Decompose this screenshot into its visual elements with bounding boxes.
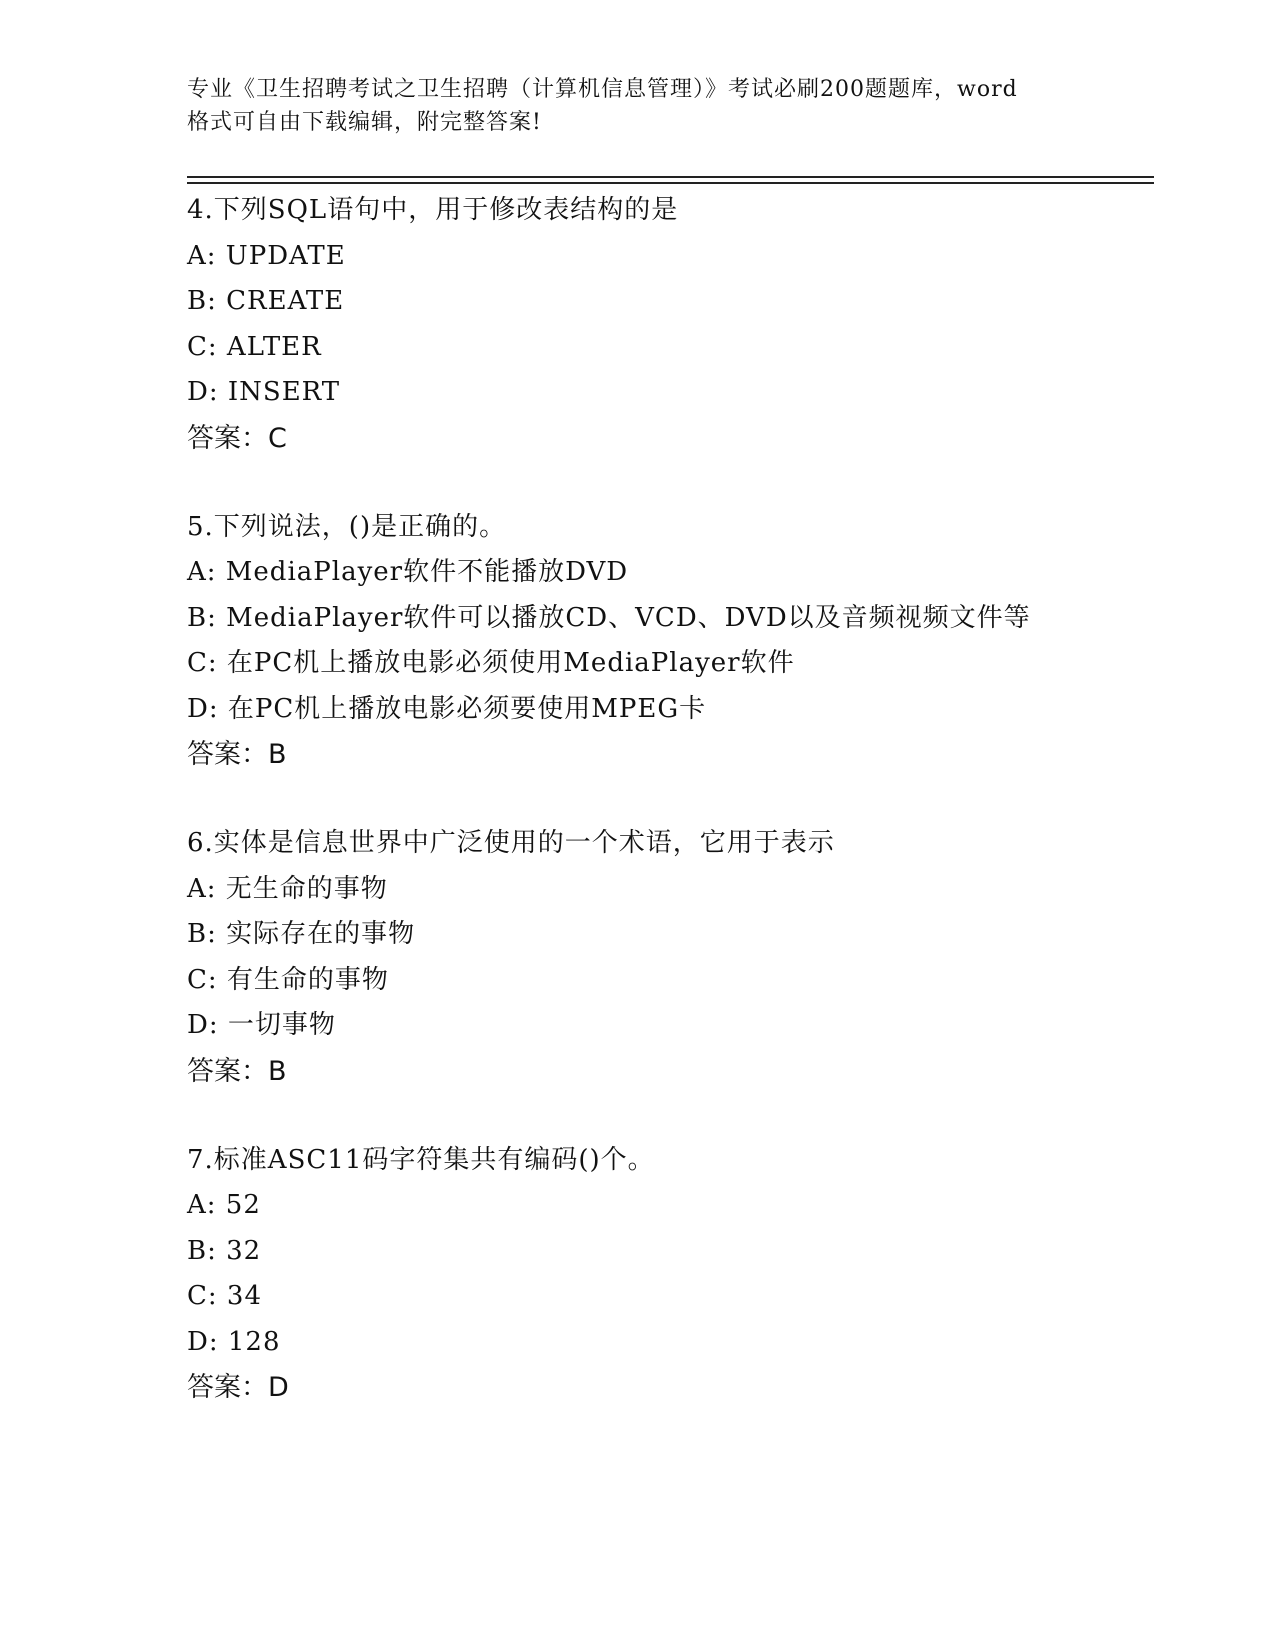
option-d: D: 在PC机上播放电影必须要使用MPEG卡 — [187, 693, 707, 724]
option-a: A: 无生命的事物 — [187, 873, 388, 904]
option-b: B: CREATE — [187, 286, 345, 316]
answer-line: 答案：D — [187, 1372, 289, 1403]
question-5 — [187, 505, 1147, 778]
header-line-1: 专业《卫生招聘考试之卫生招聘（计算机信息管理）》考试必刷200题题库，word — [187, 77, 1018, 102]
question-stem: 5.下列说法，()是正确的。 — [187, 511, 507, 542]
question-7 — [187, 1138, 1147, 1411]
option-d: D: INSERT — [187, 377, 341, 407]
answer-line: 答案：B — [187, 1055, 287, 1087]
question-list — [187, 188, 1147, 1410]
header-divider-top — [187, 176, 1154, 178]
document-header — [187, 73, 1087, 139]
header-line-2: 格式可自由下载编辑，附完整答案! — [187, 110, 542, 135]
answer-line: 答案：B — [187, 739, 287, 770]
option-d: D: 一切事物 — [187, 1010, 336, 1040]
option-c: C: ALTER — [187, 331, 322, 362]
answer-line: 答案：C — [187, 422, 287, 454]
option-b: B: MediaPlayer软件可以播放CD、VCD、DVD以及音频视频文件等 — [187, 602, 1031, 633]
question-4 — [187, 188, 1147, 461]
option-a: A: UPDATE — [187, 240, 346, 271]
question-stem: 4.下列SQL语句中，用于修改表结构的是 — [187, 195, 679, 225]
option-c: C: 在PC机上播放电影必须使用MediaPlayer软件 — [187, 648, 795, 678]
option-d: D: 128 — [187, 1326, 281, 1357]
option-a: A: MediaPlayer软件不能播放DVD — [187, 557, 629, 587]
option-b: B: 实际存在的事物 — [187, 919, 416, 949]
question-stem: 7.标准ASC11码字符集共有编码()个。 — [187, 1144, 655, 1175]
option-c: C: 有生命的事物 — [187, 964, 389, 995]
header-divider-bottom — [187, 182, 1154, 184]
question-6 — [187, 821, 1147, 1094]
option-b: B: 32 — [187, 1235, 262, 1266]
question-stem: 6.实体是信息世界中广泛使用的一个术语，它用于表示 — [187, 828, 835, 858]
option-a: A: 52 — [187, 1190, 261, 1220]
option-c: C: 34 — [187, 1281, 263, 1311]
